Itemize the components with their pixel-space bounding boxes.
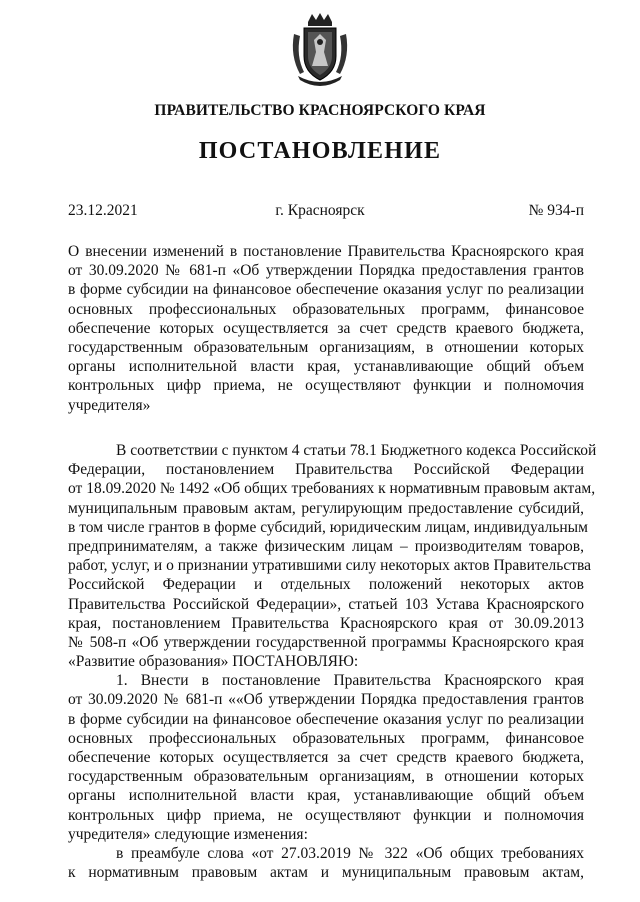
body-line: контрольных цифр приема, не осуществляют функции и полномочия: [68, 806, 584, 824]
coat-of-arms-icon: [290, 12, 350, 86]
subject-line: обеспечение которых осуществляется за счет средств краевого бюджета,: [68, 319, 584, 337]
body-line: к нормативным правовым актам и муниципальным правовым актам,: [68, 864, 584, 882]
body-line: муниципальным правовым актам, регулирующим предоставление субсидий,: [68, 499, 584, 517]
subject-line: учредителя»: [68, 396, 151, 414]
body-line: основных профессиональных образовательных программ, финансовое: [68, 729, 584, 747]
subject-line: органы исполнительной власти края, устанавливающие общий объем: [68, 358, 584, 376]
body-line: предпринимателям, а также физическим лицам – производителям товаров,: [68, 537, 584, 555]
document-type: ПОСТАНОВЛЕНИЕ: [198, 138, 442, 164]
body-line: края, постановлением Правительства Красноярского края от 30.09.2013: [68, 614, 584, 632]
body-line: Федерации, постановлением Правительства Российской Федерации: [68, 461, 584, 479]
body-line: от 18.09.2020 № 1492 «Об общих требованиях к нормативным правовым актам,: [68, 480, 596, 498]
body-line: в преамбуле слова «от 27.03.2019 № 322 «Об общих требованиях: [116, 844, 584, 862]
body-line: В соответствии с пунктом 4 статьи 78.1 Бюджетного кодекса Российской: [116, 442, 597, 459]
body-line: обеспечение которых осуществляется за счет средств краевого бюджета,: [68, 749, 584, 766]
body-line: учредителя» следующие изменения:: [68, 825, 308, 843]
body-line: органы исполнительной власти края, устанавливающие общий объем: [68, 787, 584, 805]
subject-line: основных профессиональных образовательных программ, финансовое: [68, 300, 584, 318]
subject-line: от 30.09.2020 № 681-п «Об утверждении Порядка предоставления грантов: [68, 262, 584, 280]
document-body: [68, 441, 597, 882]
subject-line: контрольных цифр приема, не осуществляют функции и полномочия: [68, 377, 584, 395]
body-line: работ, услуг, и о признании утратившими силу некоторых актов Правительства: [68, 557, 591, 575]
body-line: Российской Федерации и отдельных положений некоторых актов: [68, 576, 584, 594]
document-date: 23.12.2021: [68, 202, 138, 219]
subject-line: О внесении изменений в постановление Правительства Красноярского края: [68, 243, 584, 260]
body-line: № 508-п «Об утверждении государственной программы Красноярского края: [68, 633, 584, 651]
document-subject: [68, 242, 584, 415]
organization-title: ПРАВИТЕЛЬСТВО КРАСНОЯРСКОГО КРАЯ: [154, 102, 486, 119]
subject-line: в форме субсидии на финансовое обеспечение оказания услуг по реализации: [68, 281, 584, 299]
document-city: г. Красноярск: [275, 202, 365, 219]
body-line: «Развитие образования» ПОСТАНОВЛЯЮ:: [68, 653, 359, 671]
body-line: государственным образовательным организациям, в отношении которых: [68, 768, 584, 786]
body-line: Правительства Российской Федерации», статьей 103 Устава Красноярского: [68, 595, 584, 613]
subject-line: государственным образовательным организациям, в отношении которых: [68, 338, 584, 356]
body-line: в форме субсидии на финансовое обеспечение оказания услуг по реализации: [68, 710, 584, 728]
body-line: 1. Внести в постановление Правительства Красноярского края: [116, 672, 584, 690]
body-line: в том числе грантов в форме субсидий, юридическим лицам, индивидуальным: [68, 518, 588, 536]
document-number: № 934-п: [528, 202, 584, 219]
body-line: от 30.09.2020 № 681-п ««Об утверждении Порядка предоставления грантов: [68, 691, 584, 709]
